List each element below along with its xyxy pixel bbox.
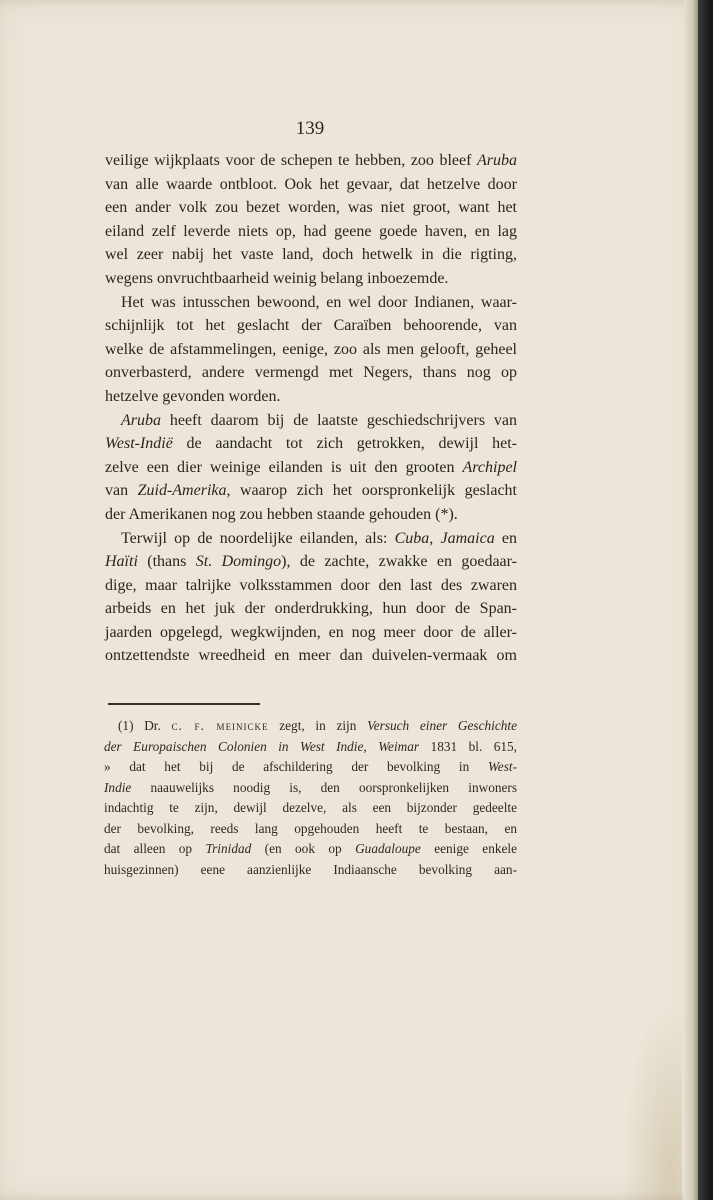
text-span: Terwijl op de noordelijke eilanden, als: [121,529,395,547]
body-text-line [105,314,517,338]
text-span: wegens onvruchtbaarheid weinig belang inboezemde. [105,269,449,287]
body-text-line [105,550,517,574]
body-text-line [105,456,517,480]
text-span: ), de zachte, zwakke en goedaar- [281,553,517,571]
small-caps-text: c. f. meinicke [171,718,269,733]
italic-text: der Europaischen Colonien in West Indie [104,738,364,754]
text-span: jaarden opgelegd, wegkwijnden, en nog meer door de aller- [105,623,517,641]
page-edge [684,0,698,1200]
body-text-line [105,621,517,645]
text-span: en [494,529,518,547]
body-text-line [105,267,517,291]
footnote-line [104,757,517,778]
body-text-line [105,527,517,551]
text-span: » dat het bij de afschildering der bevolking in [104,759,488,774]
body-text-line [105,597,517,621]
body-text-line [105,338,517,362]
text-span: der Amerikanen nog zou hebben staande gehouden (*). [105,505,458,523]
italic-text: St. Domingo [195,553,282,571]
text-span: Het was intusschen bewoond, en wel door Indianen, waar- [121,293,517,311]
italic-text: Archipel [462,458,517,476]
body-text-line [105,149,517,173]
footnote-line [104,819,517,840]
text-span: veilige wijkplaats voor de schepen te hebben, zoo bleef [105,152,477,169]
body-text-line [105,243,517,267]
text-span: , [429,529,441,547]
italic-text: Haïti [105,553,138,571]
text-span: eenige enkele [420,841,517,856]
italic-text: Guadaloupe [355,841,421,856]
footnote-line [104,798,517,819]
text-span: eiland zelf leverde niets op, had geene goede haven, en lag [105,222,517,240]
text-span: arbeids en het juk der onderdrukking, hun door de Span- [105,600,517,618]
body-text-line [105,409,517,433]
text-span: , waarop zich het oorspronkelijk geslacht [226,482,517,500]
footnote-line [104,839,517,860]
footnote [104,716,517,880]
italic-text: West- [487,759,517,774]
text-span: zegt, in zijn [268,718,368,733]
body-text-line [105,503,517,527]
text-span: een ander volk zou bezet worden, was niet groot, want het [105,199,517,217]
italic-text: Jamaica [440,529,495,547]
footnote-line [104,860,517,881]
italic-text: Weimar [378,738,420,754]
body-text [105,149,517,668]
footnote-line [104,778,517,799]
italic-text: Indie [104,779,132,795]
text-span: (en ook op [251,841,356,856]
text-span: onverbasterd, andere vermengd met Negers, thans nog op [105,364,517,382]
body-text-line [105,432,517,456]
body-text-line [105,574,517,598]
scan-background [698,0,713,1200]
body-text-line [105,644,517,668]
text-span: huisgezinnen) eene aanzienlijke Indiaansche bevolking aan- [104,861,517,877]
text-span: ontzettendste wreedheid en meer dan duivelen-vermaak om [105,647,517,665]
body-text-line [105,196,517,220]
body-text-line [105,173,517,197]
text-span: (1) Dr. [118,718,172,733]
italic-text: Zuid-Amerika [137,482,227,500]
body-text-line [105,385,517,409]
text-span: dat alleen op [104,841,206,856]
paper-stain [622,1000,682,1200]
text-span: der bevolking, reeds lang opgehouden heeft te bestaan, en [104,820,517,836]
italic-text: Trinidad [205,841,252,856]
body-text-line [105,220,517,244]
italic-text: Aruba [477,152,517,169]
text-span: de aandacht tot zich getrokken, dewijl het- [172,435,517,453]
text-span: , [363,738,379,754]
text-span: dige, maar talrijke volksstammen door den last des zwaren [105,576,517,594]
footnote-rule [108,703,260,705]
text-span: naauwelijks noodig is, den oorspronkelijken inwoners [131,779,517,795]
footnote-line [104,716,517,737]
body-text-line [105,361,517,385]
italic-text: Cuba [394,529,430,547]
italic-text: Aruba [121,411,161,429]
text-span: wel zeer nabij het vaste land, doch hetwelk in die rigting, [105,246,517,264]
text-span: 1831 bl. 615, [419,738,517,754]
body-text-line [105,291,517,315]
footnote-line [104,737,517,758]
text-span: welke de afstammelingen, eenige, zoo als men gelooft, geheel [105,340,517,358]
text-span: indachtig te zijn, dewijl dezelve, als een bijzonder gedeelte [104,800,517,815]
text-span: hetzelve gevonden worden. [105,387,281,405]
text-span: van alle waarde ontbloot. Ook het gevaar, dat hetzelve door [105,175,517,193]
italic-text: Versuch einer Geschichte [367,718,517,733]
text-span: heeft daarom bij de laatste geschiedschrijvers van [161,411,517,429]
italic-text: West-Indië [105,435,173,453]
text-span: van [105,482,138,500]
body-text-line [105,479,517,503]
text-span: zelve een dier weinige eilanden is uit den grooten [105,458,463,476]
page-number: 139 [295,118,325,139]
text-span: (thans [137,553,196,571]
text-span: schijnlijk tot het geslacht der Caraïben behoorende, van [105,317,517,335]
